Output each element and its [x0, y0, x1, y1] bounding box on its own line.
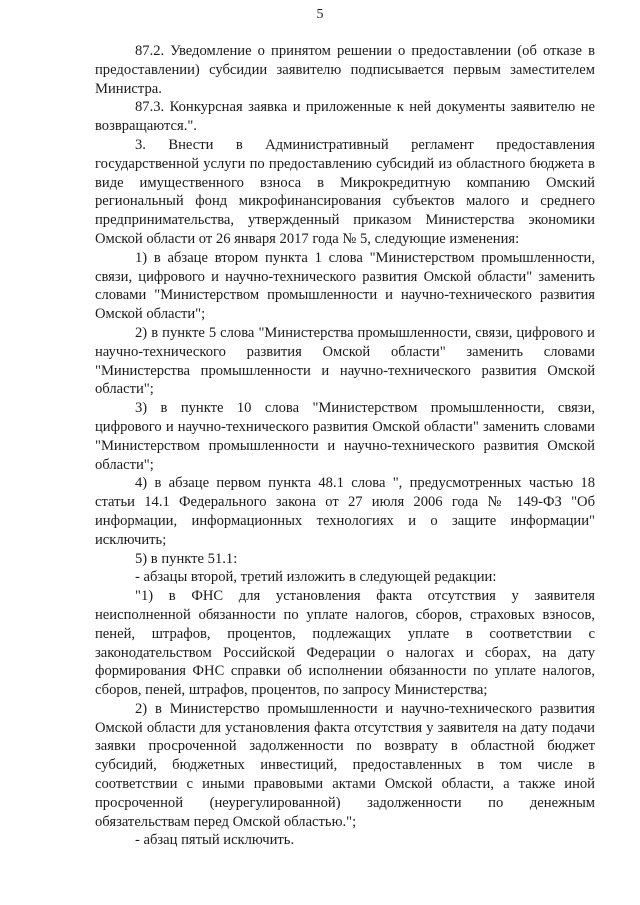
- paragraph-subitem-5: 5) в пункте 51.1:: [135, 550, 238, 567]
- paragraph-subitem-4: 4) в абзаце первом пункта 48.1 слова ", предусмотренных частью 18 статьи 14.1 Федерального закона от 27 июля 2006 года № 149-ФЗ "Об информации, информационных технологиях и о защите информации" исключить;: [95, 475, 595, 548]
- paragraph-quoted-1: "1) в ФНС для установления факта отсутствия у заявителя неисполненной обязанности по уплате налогов, сборов, страховых взносов, пеней, штрафов, процентов, подлежащих уплате в соответствии с законодательством Российской Федерации о налогах и сборах, на дату формирования ФНС справки об исполнении обязанности по уплате налогов, сборов, пеней, штрафов, процентов, по запросу Министерства;: [95, 588, 595, 699]
- paragraph-dash-paragraphs-2-3: - абзацы второй, третий изложить в следующей редакции:: [135, 569, 497, 586]
- paragraph-87-2: 87.2. Уведомление о принятом решении о предоставлении (об отказе в предоставлении) субсидии заявителю подписывается первым заместителем Министра.: [95, 43, 595, 97]
- paragraph-subitem-2: 2) в пункте 5 слова "Министерства промышленности, связи, цифрового и научно-технического развития Омской области" заменить словами "Министерства промышленности и научно-технического развития Омской области";: [95, 324, 595, 398]
- paragraph-quoted-2: 2) в Министерство промышленности и научно-технического развития Омской области для установления факта отсутствия у заявителя на дату подачи заявки просроченной задолженности по возврату в областной бюджет субсидий, бюджетных инвестиций, предоставленных в том числе в соответствии с иными правовыми актами Омской области, а также иной просроченной (неурегулированной) задолженности по денежным обязательствам перед Омской областью.";: [95, 700, 595, 830]
- paragraph-item-3: 3. Внести в Административный регламент предоставления государственной услуги по предоставлению субсидий из областного бюджета в виде имущественного взноса в Микрокредитную компанию Омский региональный фонд микрофинансирования субъектов малого и среднего предпринимательства, утвержденный приказом Министерства экономики Омской области от 26 января 2017 года № 5, следующие изменения:: [95, 136, 595, 247]
- paragraph-subitem-3: 3) в пункте 10 слова "Министерством промышленности, связи, цифрового и научно-технического развития Омской области" заменить словами "Министерством промышленности и научно-технического развития Омской области";: [95, 400, 595, 473]
- paragraph-dash-paragraph-5: - абзац пятый исключить.: [135, 832, 295, 849]
- page-number: 5: [316, 7, 324, 22]
- paragraph-subitem-1: 1) в абзаце втором пункта 1 слова "Министерством промышленности, связи, цифрового и научно-технического развития Омской области" заменить словами "Министерством промышленности и научно-технического развития Омской области";: [95, 249, 595, 323]
- document-body: [95, 42, 595, 850]
- paragraph-87-3: 87.3. Конкурсная заявка и приложенные к ней документы заявителю не возвращаются.".: [95, 99, 595, 135]
